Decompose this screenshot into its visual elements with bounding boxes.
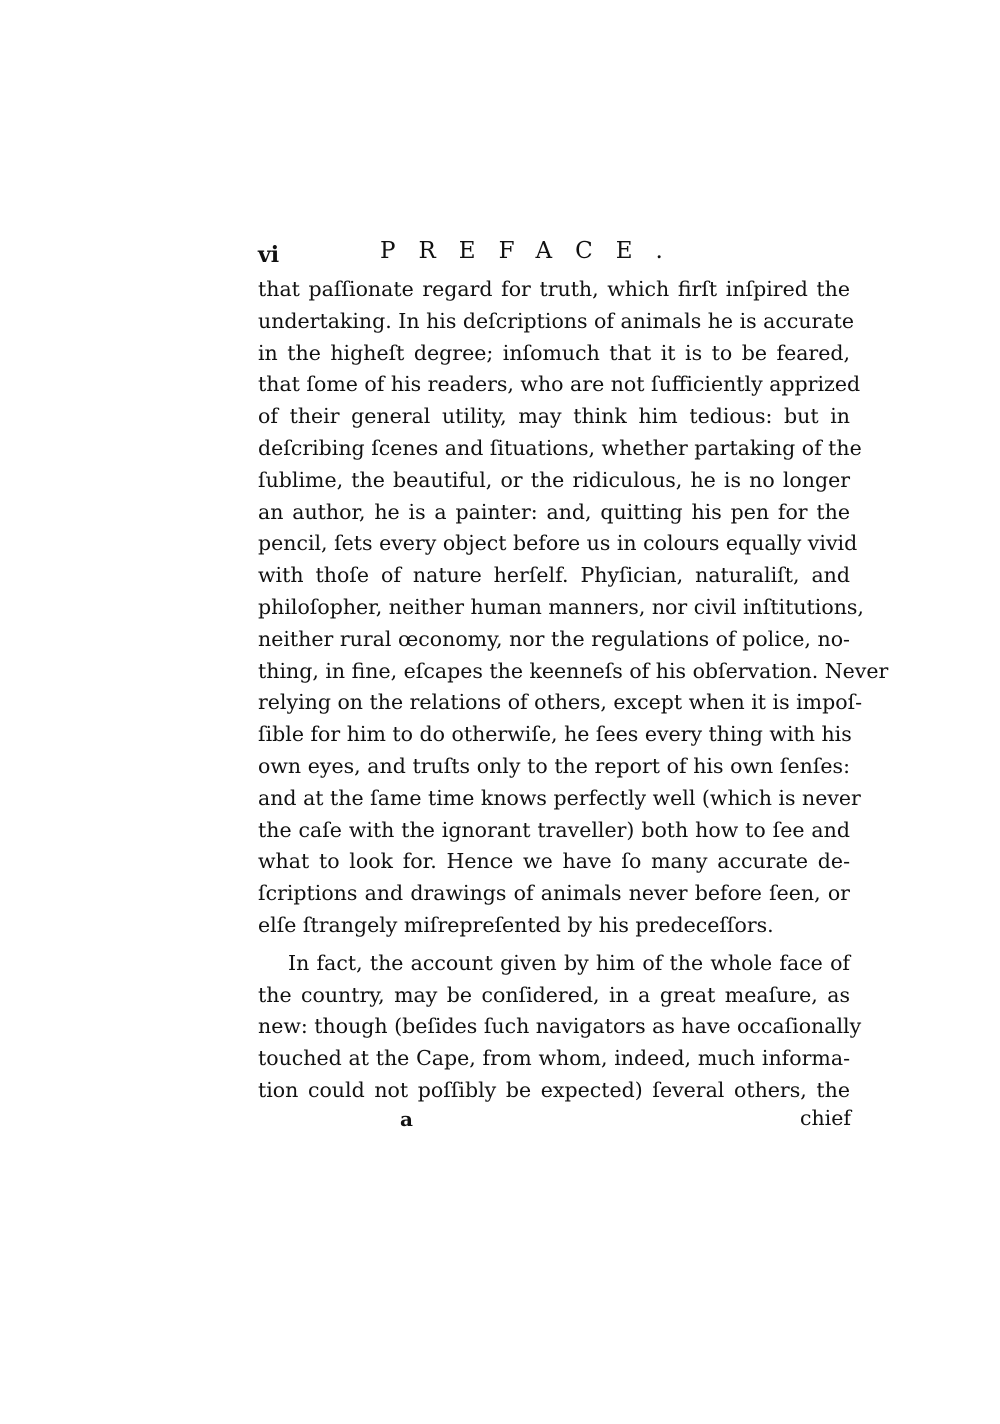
text-line: pencil, ſets every object before us in colours equally vivid: [258, 531, 858, 556]
text-line: philoſopher, neither human manners, nor civil inſtitutions,: [258, 594, 864, 619]
text-line: tion could not poſſibly be expected) ſeveral others, the: [258, 1077, 850, 1102]
text-line: In fact, the account given by him of the whole face of: [288, 950, 850, 975]
text-line: undertaking. In his deſcriptions of animals he is accurate: [258, 308, 854, 333]
text-line: with thoſe of nature herſelf. Phyſician, naturaliſt, and: [258, 563, 850, 588]
text-line: own eyes, and truſts only to the report of his own ſenſes:: [258, 753, 850, 778]
page-number: vi: [258, 242, 280, 268]
catchword: chief: [800, 1106, 851, 1130]
text-line: new: though (beſides ſuch navigators as have occaſionally: [258, 1014, 862, 1039]
signature-mark: a: [400, 1107, 413, 1131]
text-line: neither rural œconomy, nor the regulations of police, no-: [258, 626, 850, 651]
text-line: that ſome of his readers, who are not ſufficiently apprized: [258, 372, 861, 397]
text-line: and at the ſame time knows perfectly well (which is never: [258, 785, 861, 810]
text-line: the country, may be conſidered, in a great meaſure, as: [258, 982, 850, 1007]
text-line: elſe ſtrangely miſrepreſented by his predeceſſors.: [258, 912, 774, 937]
text-line: the caſe with the ignorant traveller) both how to ſee and: [258, 817, 850, 842]
text-line: ſublime, the beautiful, or the ridiculous, he is no longer: [258, 467, 850, 492]
text-line: ſible for him to do otherwiſe, he ſees every thing with his: [258, 722, 852, 747]
text-line: in the higheſt degree; inſomuch that it is to be feared,: [258, 340, 850, 365]
text-line: relying on the relations of others, except when it is impoſ-: [258, 690, 863, 715]
running-head: PREFACE.: [380, 238, 686, 264]
body-text: [258, 274, 889, 1107]
text-line: an author, he is a painter: and, quitting his pen for the: [258, 499, 850, 524]
text-line: ſcriptions and drawings of animals never before ſeen, or: [258, 881, 850, 906]
paragraph-2: [258, 948, 862, 1107]
text-line: of their general utility, may think him tedious: but in: [258, 404, 850, 429]
text-line: that paſſionate regard for truth, which firſt inſpired the: [258, 277, 850, 301]
text-line: touched at the Cape, from whom, indeed, much informa-: [258, 1046, 850, 1071]
text-line: what to look for. Hence we have ſo many accurate de-: [258, 849, 850, 874]
text-line: deſcribing ſcenes and ſituations, whether partaking of the: [258, 435, 862, 460]
text-line: thing, in fine, eſcapes the keenneſs of his obſervation. Never: [258, 658, 889, 683]
paragraph-1: [258, 274, 889, 942]
